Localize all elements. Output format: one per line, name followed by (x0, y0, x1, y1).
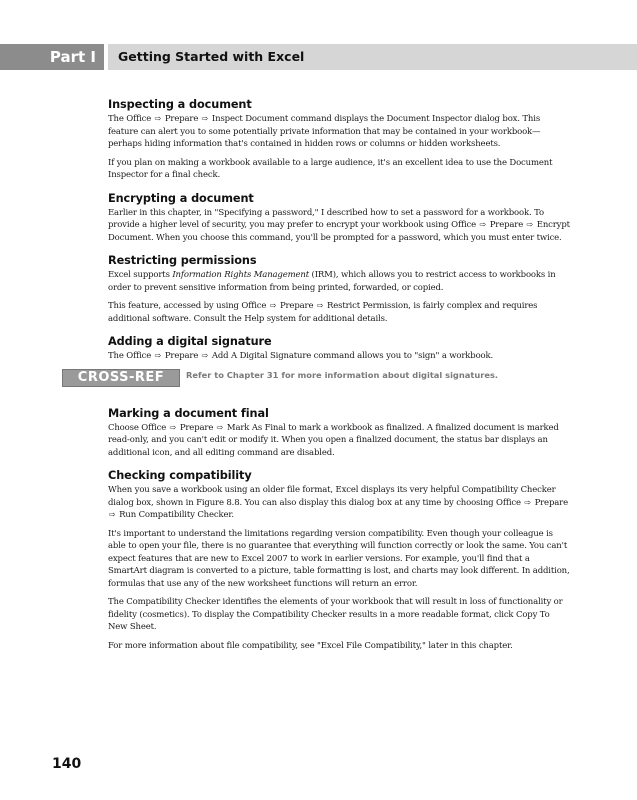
section-heading: Checking compatibility (108, 469, 252, 482)
paragraph: This feature, accessed by using Office ⇨ Prepare ⇨ Restrict Permission, is fairly complex and requires additional software. Consult the Help system for additional details. (108, 301, 538, 324)
section-inspecting (108, 98, 570, 182)
section-compatibility (108, 469, 570, 652)
paragraph: When you save a workbook using an older file format, Excel displays its very helpful Compatibility Checker dialog box, shown in Figure 8.8. You can also display this dialog box at any time by choosing Office ⇨ Prepare ⇨ Run Compatibility Checker. (108, 485, 568, 520)
section-heading: Inspecting a document (108, 98, 252, 111)
menu-arrow-icon: ⇨ (479, 220, 487, 229)
paragraph: For more information about file compatibility, see "Excel File Compatibility," later in this chapter. (108, 640, 513, 651)
emphasis-term: Information Rights Management (172, 270, 309, 280)
cross-ref-text: Refer to Chapter 31 for more information about digital signatures. (186, 369, 499, 380)
menu-arrow-icon: ⇨ (109, 510, 116, 519)
paragraph: Choose Office ⇨ Prepare ⇨ Mark As Final to mark a workbook as finalized. A finalized document is marked read-only, and you can't edit or modify it. When you open a finalized document, the status bar displays an additional icon, and all editing command are disabled. (108, 422, 559, 458)
section-encrypting (108, 192, 570, 245)
menu-arrow-icon: ⇨ (201, 351, 209, 360)
section-heading: Restricting permissions (108, 254, 257, 267)
menu-arrow-icon: ⇨ (526, 220, 534, 229)
paragraph: If you plan on making a workbook available to a large audience, it's an excellent idea to use the Document Inspector for a final check. (108, 157, 553, 180)
chapter-title: Getting Started with Excel (108, 44, 637, 70)
part-label: Part I (0, 44, 104, 70)
menu-arrow-icon: ⇨ (201, 114, 209, 123)
page-body (77, 98, 570, 662)
paragraph: Excel supports Information Rights Management (IRM), which allows you to restrict access to workbooks in order to prevent sensitive information from being printed, forwarded, or copied. (108, 270, 556, 293)
section-heading: Marking a document final (108, 406, 269, 420)
section-heading: Adding a digital signature (108, 335, 272, 348)
running-header (0, 44, 637, 70)
menu-arrow-icon: ⇨ (524, 497, 532, 507)
section-marking-final (108, 407, 570, 460)
section-restricting (108, 254, 570, 325)
section-digital-signature (108, 335, 570, 363)
cross-ref-callout (77, 369, 570, 391)
paragraph: The Office ⇨ Prepare ⇨ Inspect Document command displays the Document Inspector dialog box. This feature can alert you to some potentially private information that may be contained in your workbook—perhaps hiding information that's contained in hidden rows or columns or hidden worksheets. (108, 114, 541, 149)
paragraph: The Office ⇨ Prepare ⇨ Add A Digital Signature command allows you to "sign" a workbook. (108, 351, 494, 361)
menu-arrow-icon: ⇨ (169, 422, 177, 432)
menu-arrow-icon: ⇨ (154, 351, 162, 360)
cross-ref-badge: CROSS-REF (62, 369, 180, 387)
menu-arrow-icon: ⇨ (269, 301, 277, 310)
paragraph: It's important to understand the limitations regarding version compatibility. Even though your colleague is able to open your file, there is no guarantee that everything will function correctly or look the same. You can't expect features that are new to Excel 2007 to work in earlier versions. For example, you'll find that a SmartArt diagram is converted to a picture, table formatting is lost, and charts may look different. In addition, formulas that use any of the new worksheet functions will return an error. (108, 528, 570, 589)
page-number: 140 (52, 756, 82, 772)
menu-arrow-icon: ⇨ (154, 114, 162, 123)
menu-arrow-icon: ⇨ (316, 301, 324, 310)
paragraph: The Compatibility Checker identifies the elements of your workbook that will result in loss of functionality or fidelity (cosmetics). To display the Compatibility Checker results in a more readable format, click Copy To New Sheet. (108, 597, 563, 632)
section-heading: Encrypting a document (108, 191, 254, 205)
paragraph: Earlier in this chapter, in "Specifying a password," I described how to set a password for a workbook. To provide a higher level of security, you may prefer to encrypt your workbook using Office ⇨ Prepare ⇨ Encrypt Document. When you choose this command, you'll be prompted for a password, which you must enter twice. (108, 207, 570, 243)
menu-arrow-icon: ⇨ (216, 422, 224, 432)
